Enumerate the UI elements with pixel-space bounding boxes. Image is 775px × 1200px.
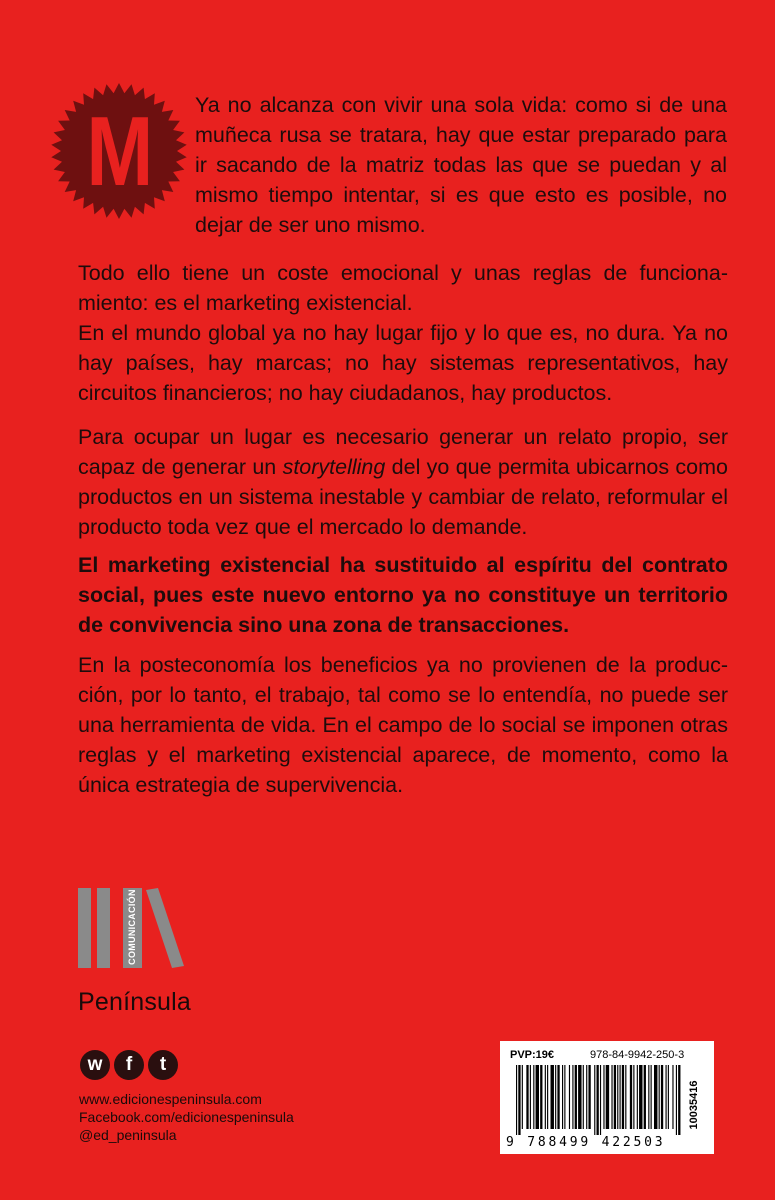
barcode-bar — [600, 1065, 601, 1135]
barcode-bar — [614, 1065, 616, 1129]
barcode-bar — [603, 1065, 604, 1129]
paragraph-4-end: del yo que permita ubicarnos como productos en un sistema inestable y cambiar de relato, reformular el producto toda vez que el mercado lo demande. — [78, 455, 728, 539]
paragraph-6: En la posteconomía los beneficios ya no provienen de la producción, por lo tanto, el trabajo, tal como se lo entendía, no puede ser una herramienta de vida. En el campo de lo social se imponen otras reglas y el marketing existencial aparece, de momento, como la única estrategia de supervivencia. — [78, 653, 728, 797]
barcode-bar — [572, 1065, 573, 1129]
twitter-icon[interactable]: t — [148, 1050, 178, 1080]
barcode-bar — [583, 1065, 584, 1129]
barcode-bar — [668, 1065, 669, 1129]
barcode-bar — [551, 1065, 554, 1129]
barcode-bar — [518, 1065, 520, 1135]
barcode-bar — [620, 1065, 621, 1129]
barcode-bar — [536, 1065, 539, 1129]
barcode-bar — [639, 1065, 642, 1129]
barcode-bar — [644, 1065, 646, 1129]
barcode-bar — [661, 1065, 663, 1129]
barcode-bar — [651, 1065, 652, 1129]
publisher-links — [79, 1090, 294, 1144]
barcode-bar — [678, 1065, 680, 1135]
barcode-bar — [586, 1065, 587, 1129]
barcode-bar — [659, 1065, 660, 1129]
barcode-bar — [625, 1065, 626, 1129]
social-icons — [80, 1050, 178, 1080]
barcode-bar — [676, 1065, 677, 1135]
price-label: PVP:19€ — [510, 1049, 555, 1061]
barcode-bar — [637, 1065, 638, 1129]
barcode-bar — [633, 1065, 634, 1129]
barcode-icon — [514, 1065, 682, 1135]
website-icon[interactable]: w — [80, 1050, 110, 1080]
barcode-bar — [555, 1065, 556, 1129]
barcode-bar — [557, 1065, 559, 1129]
publisher-name: Península — [78, 988, 191, 1016]
barcode-bar — [648, 1065, 649, 1129]
barcode-bar — [533, 1065, 534, 1129]
barcode-bar — [540, 1065, 542, 1129]
paragraph-4-italic: storytelling — [282, 455, 386, 479]
barcode-bar — [654, 1065, 657, 1129]
drop-cap-letter: M — [86, 95, 152, 206]
barcode-bar — [617, 1065, 618, 1129]
paragraph-intro: Ya no alcanza con vivir una sola vida: como si de una muñeca rusa se tratara, hay que estar preparado para ir sacando de la matriz todas las que se puedan y al mismo tiempo intentar, si es que esto es posible, no dejar de ser uno mismo. — [195, 93, 727, 237]
barcode-bar — [564, 1065, 565, 1129]
barcode-bar — [547, 1065, 548, 1129]
barcode-bar — [578, 1065, 581, 1129]
barcode-bar — [622, 1065, 624, 1129]
barcode-bar — [526, 1065, 528, 1129]
barcode-bar — [597, 1065, 599, 1135]
collection-label: COMUNICACIÓN — [127, 889, 137, 965]
barcode-bar — [545, 1065, 546, 1129]
drop-cap-badge — [50, 82, 188, 220]
barcode-bar — [588, 1065, 590, 1129]
paragraph-3: En el mundo global ya no hay lugar fijo y lo que es, no dura. Ya no hay países, hay marcas; no hay sistemas representativos, hay circuitos financieros; no hay ciudadanos, hay productos. — [78, 321, 728, 405]
barcode-panel — [500, 1041, 714, 1154]
barcode-bar — [630, 1065, 632, 1129]
facebook-icon[interactable]: f — [114, 1050, 144, 1080]
barcode-bar — [666, 1065, 667, 1129]
facebook-link[interactable]: Facebook.com/edicionespeninsula — [79, 1109, 294, 1125]
barcode-bar — [522, 1065, 523, 1129]
paragraph-4 — [78, 422, 728, 542]
paragraph-2: Todo ello tiene un coste emocional y unas reglas de funcionamiento: es el marketing existencial. — [78, 261, 728, 315]
barcode-bar — [516, 1065, 517, 1135]
website-link[interactable]: www.edicionespeninsula.com — [79, 1091, 262, 1107]
paragraph-4-start: Para ocupar un lugar es necesario generar un relato propio, ser capaz de generar un — [78, 425, 728, 479]
barcode-digits: 9 788499 422503 — [506, 1135, 666, 1150]
barcode-bar — [575, 1065, 577, 1129]
paragraph-highlight: El marketing existencial ha sustituido al espíritu del contrato social, pues este nuevo entorno ya no constituye un territorio de convivencia sino una zona de transacciones. — [78, 553, 728, 637]
barcode-bar — [594, 1065, 595, 1135]
side-code: 10035416 — [688, 1080, 700, 1130]
barcode-bar — [611, 1065, 612, 1129]
barcode-bar — [562, 1065, 563, 1129]
barcode-bar — [672, 1065, 673, 1129]
barcode-bar — [569, 1065, 570, 1129]
barcode-bar — [530, 1065, 531, 1129]
barcode-bar — [606, 1065, 609, 1129]
isbn-label: 978-84-9942-250-3 — [590, 1049, 685, 1061]
twitter-link[interactable]: @ed_peninsula — [79, 1127, 177, 1143]
